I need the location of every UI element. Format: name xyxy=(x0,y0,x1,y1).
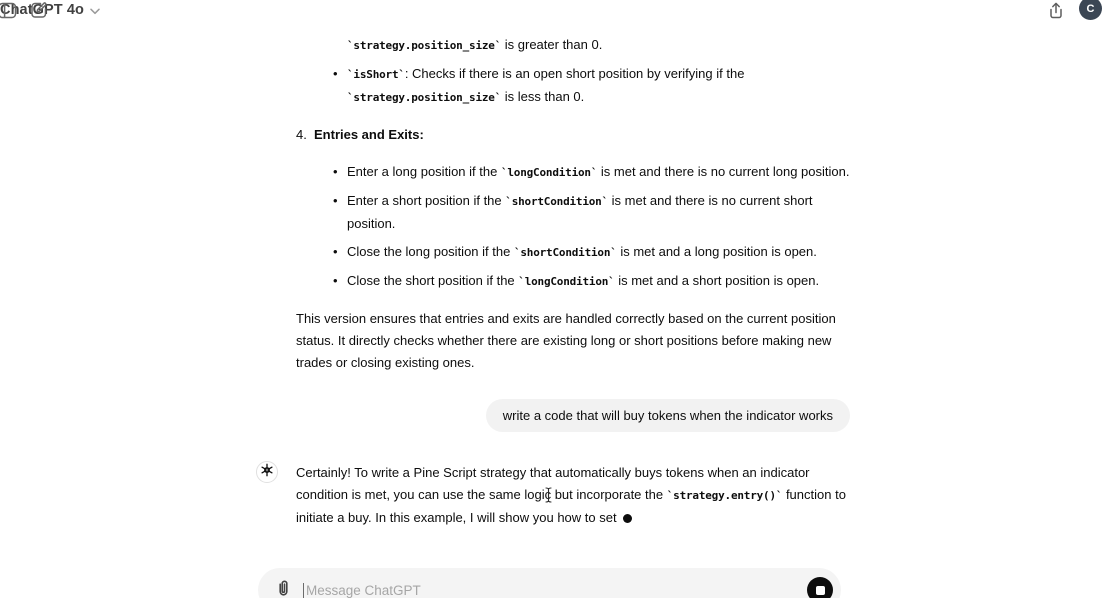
attach-file-button[interactable] xyxy=(271,578,295,598)
assistant-avatar xyxy=(256,461,278,483)
list-item xyxy=(333,190,916,235)
list-item xyxy=(333,63,916,109)
list-item-text: Enter a long position if the `longCondition` is met and there is no current long position. xyxy=(347,164,850,179)
numbered-list-item xyxy=(296,124,916,146)
share-button[interactable] xyxy=(1046,0,1066,20)
bullet-marker: • xyxy=(333,193,338,208)
inline-code: `strategy.entry()` xyxy=(666,489,783,502)
conversation-column xyxy=(258,0,850,598)
list-item-text: `isShort`: Checks if there is an open short position by verifying if the `strategy.position_size` is less than 0. xyxy=(347,66,745,104)
inline-code: `shortCondition` xyxy=(513,246,617,259)
inline-code: `longCondition` xyxy=(518,275,615,288)
inline-code: `longCondition` xyxy=(500,166,598,179)
bullet-marker: • xyxy=(333,66,338,81)
inline-code: `shortCondition` xyxy=(505,195,609,208)
openai-logo-icon xyxy=(260,463,274,482)
paperclip-icon xyxy=(276,579,291,598)
chevron-down-icon xyxy=(90,3,100,18)
bullet-marker: • xyxy=(333,164,338,179)
composer[interactable] xyxy=(258,568,841,598)
mouse-ibeam-cursor xyxy=(544,487,553,508)
text-caret xyxy=(303,583,304,598)
list-item xyxy=(333,270,916,293)
list-item-continuation: `strategy.position_size` is greater than 0. xyxy=(347,37,603,52)
list-item-heading: Entries and Exits: xyxy=(314,127,424,142)
bullet-marker: • xyxy=(333,244,338,259)
stop-generating-button[interactable] xyxy=(807,577,833,598)
assistant-message-text: Certainly! To write a Pine Script strategy that automatically buys tokens when an indicator condition is met, you can use the same logic but incorporate the `strategy.entry()` function to initiate a buy. In this example, I will show you how to set xyxy=(296,465,846,525)
new-chat-button[interactable] xyxy=(29,1,49,19)
assistant-message-current xyxy=(296,462,896,529)
list-item-text: Close the short position if the `longCondition` is met and a short position is open. xyxy=(347,273,820,288)
streaming-indicator xyxy=(623,514,632,523)
user-message-bubble: write a code that will buy tokens when the indicator works xyxy=(486,399,850,432)
sidebar-toggle-button[interactable] xyxy=(0,1,17,19)
bullet-marker: • xyxy=(333,273,338,288)
compose-icon xyxy=(30,1,48,19)
inline-code: `strategy.position_size` xyxy=(347,91,502,104)
model-title: ChatGPT 4o xyxy=(0,2,84,18)
inline-code: `strategy.position_size` xyxy=(347,39,502,52)
list-item xyxy=(333,161,916,184)
user-avatar[interactable]: C xyxy=(1079,0,1102,20)
assistant-message-previous xyxy=(296,34,916,374)
list-number: 4. xyxy=(296,127,307,142)
list-item-text: Close the long position if the `shortCondition` is met and a long position is open. xyxy=(347,244,817,259)
panel-left-icon xyxy=(0,2,17,19)
inline-code: `isShort` xyxy=(347,68,405,81)
list-item-text: Enter a short position if the `shortCondition` is met and there is no current short position. xyxy=(347,193,813,231)
closing-paragraph: This version ensures that entries and exits are handled correctly based on the current position status. It directly checks whether there are existing long or short positions before making new trades or closing existing ones. xyxy=(296,311,836,370)
stop-icon xyxy=(816,586,825,595)
list-item xyxy=(333,241,916,264)
user-message xyxy=(486,399,850,432)
message-input[interactable] xyxy=(306,583,807,598)
share-upload-icon xyxy=(1047,1,1065,20)
